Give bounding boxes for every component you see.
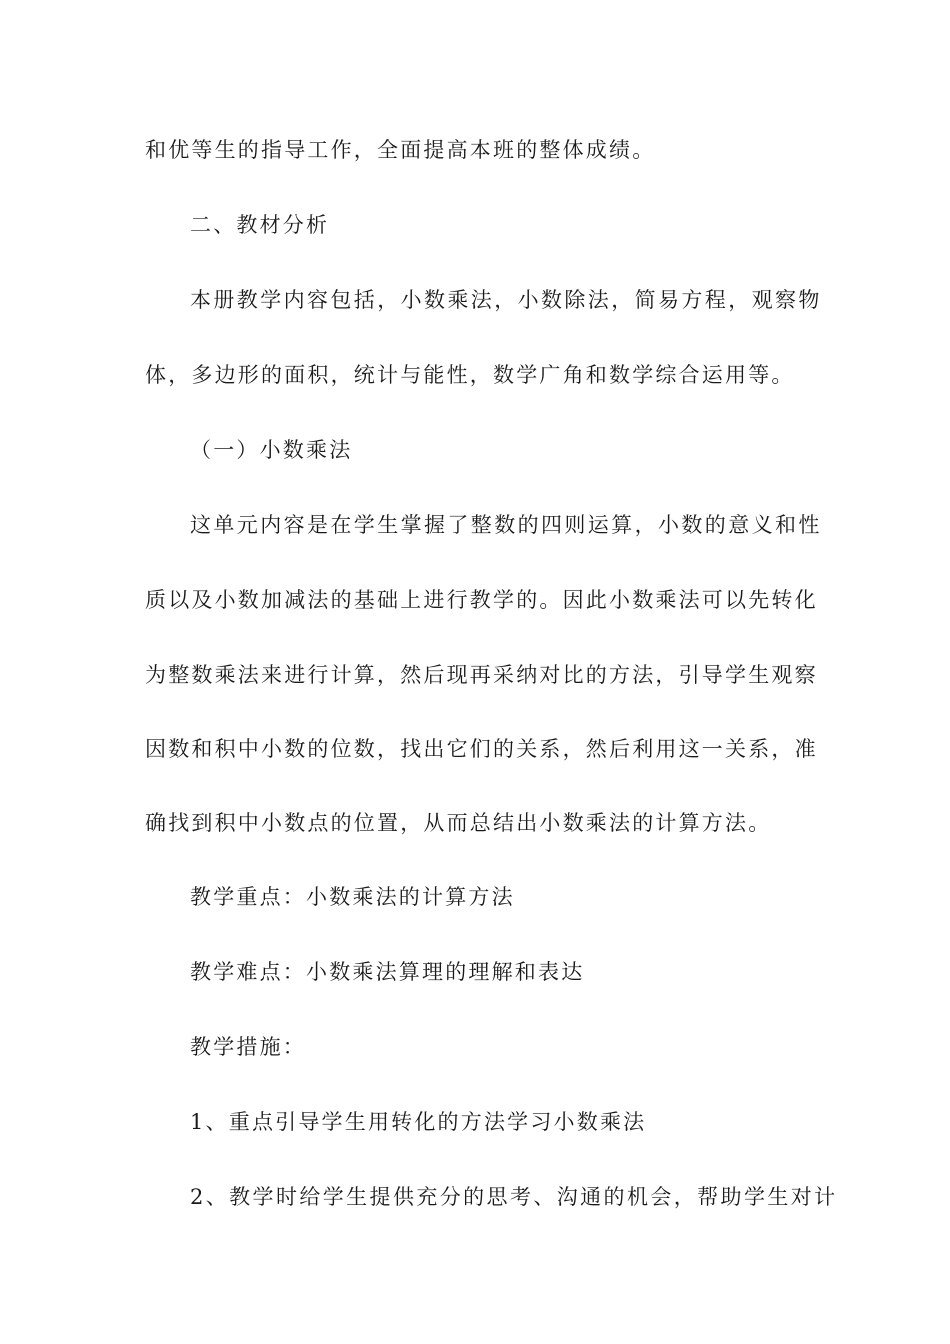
- paragraph-line: 因数和积中小数的位数，找出它们的关系，然后利用这一关系，准: [145, 737, 818, 761]
- paragraph-line: 本册教学内容包括，小数乘法，小数除法，简易方程，观察物: [190, 288, 822, 312]
- subsection-heading-decimal-multiplication: （一）小数乘法: [190, 438, 353, 462]
- paragraph-continuation: 和优等生的指导工作，全面提高本班的整体成绩。: [145, 138, 656, 162]
- paragraph-line: 质以及小数加减法的基础上进行教学的。因此小数乘法可以先转化: [145, 588, 818, 612]
- section-heading-textbook-analysis: 二、教材分析: [190, 213, 330, 237]
- paragraph-line: 为整数乘法来进行计算，然后现再采纳对比的方法，引导学生观察: [145, 663, 818, 687]
- paragraph-line: 体，多边形的面积，统计与能性，数学广角和数学综合运用等。: [145, 363, 795, 387]
- teaching-key-point: 教学重点：小数乘法的计算方法: [190, 885, 515, 909]
- paragraph-line: 这单元内容是在学生掌握了整数的四则运算，小数的意义和性: [190, 513, 822, 537]
- teaching-measures-heading: 教学措施：: [190, 1035, 306, 1059]
- paragraph-line: 确找到积中小数点的位置，从而总结出小数乘法的计算方法。: [145, 811, 772, 835]
- list-item: 1、重点引导学生用转化的方法学习小数乘法: [190, 1110, 647, 1134]
- list-item: 2、教学时给学生提供充分的思考、沟通的机会，帮助学生对计: [190, 1185, 838, 1209]
- teaching-difficulty: 教学难点：小数乘法算理的理解和表达: [190, 960, 585, 984]
